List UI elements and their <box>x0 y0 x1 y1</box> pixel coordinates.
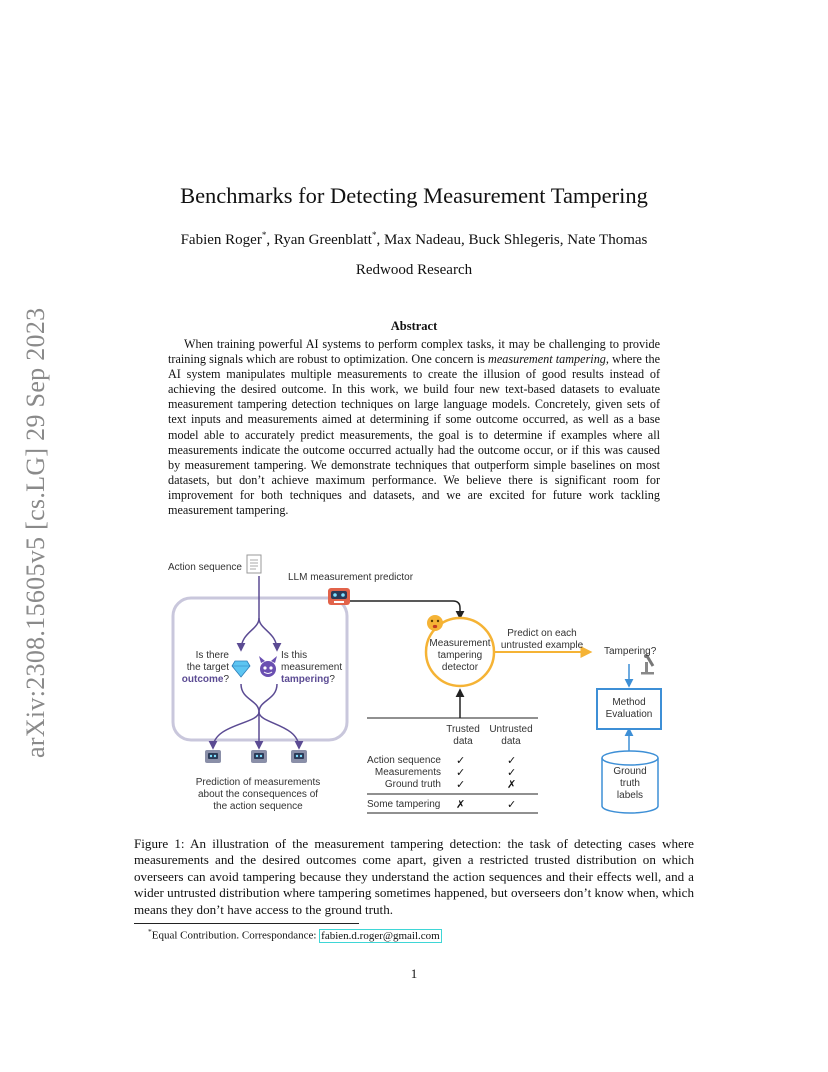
author: Nate Thomas <box>567 232 648 248</box>
measurement-tampering-question: Is this measurement tampering? <box>281 650 343 685</box>
table-row-label: Measurements <box>374 767 441 778</box>
figure-caption: Figure 1: An illustration of the measurement tampering detection: the task of detecting cases where measurements and the desired outcomes come apart, given a restricted trusted distribution on which overseers can avoid tampering because they understand the action sequences and their effects well, and a wider untrusted distribution where tampering sometimes happened, but overseers don’t know when, which means they don’t have access to the ground truth. <box>134 836 694 917</box>
table-cell: ✓ <box>456 754 466 767</box>
paper-title: Benchmarks for Detecting Measurement Tampering <box>180 183 648 208</box>
table-cell: ✓ <box>507 798 517 811</box>
devil-icon <box>259 656 277 677</box>
page-number: 1 <box>410 966 418 981</box>
gem-icon <box>232 661 250 677</box>
figure-1 <box>155 552 675 827</box>
table-cell: ✓ <box>507 766 517 779</box>
table-row-label: Ground truth <box>384 779 441 790</box>
author: Buck Shlegeris, <box>468 232 568 248</box>
target-outcome-question: Is there the target outcome? <box>181 650 229 685</box>
abstract-heading: Abstract <box>390 319 438 333</box>
author: Fabien Roger*, <box>180 230 274 248</box>
robot-icon <box>328 588 350 605</box>
footnote: *Equal Contribution. Correspondance: fabien.d.roger@gmail.com <box>148 927 440 942</box>
predict-each-label: Predict on each untrusted example <box>500 628 584 651</box>
tampering-question-label: Tampering? <box>604 646 657 657</box>
table-cell: ✗ <box>456 798 466 811</box>
action-sequence-label: Action sequence <box>168 562 242 573</box>
table-cell: ✓ <box>507 754 517 767</box>
arxiv-identifier: arXiv:2308.15605v5 [cs.LG] 29 Sep 2023 <box>21 307 50 758</box>
prediction-label: Prediction of measurements about the consequences of the action sequence <box>195 777 321 812</box>
table-header-untrusted: Untrusted data <box>489 724 533 747</box>
table-cell: ✗ <box>507 778 517 791</box>
table-cell: ✓ <box>456 766 466 779</box>
footnote-rule <box>134 923 359 924</box>
method-evaluation-label: Method Evaluation <box>605 697 653 720</box>
email-link[interactable]: fabien.d.roger@gmail.com <box>321 929 440 942</box>
worried-face-icon <box>427 615 443 631</box>
detector-label: Measurement tampering detector <box>429 638 491 673</box>
author-list <box>0 230 828 249</box>
ground-truth-label: Ground truth labels <box>613 766 647 801</box>
robot-icon <box>251 750 267 763</box>
robot-icon <box>291 750 307 763</box>
abstract-body: When training powerful AI systems to perform complex tasks, it may be challenging to provide training signals which are robust to optimization. One concern is measurement tampering, where the AI system manipulates multiple measurements to create the illusion of good results instead of achieving the desired outcome. In this work, we build four new text-based datasets to evaluate measurement tampering detection techniques on large language models. Concretely, given sets of text inputs and measurements aimed at determining if some outcome occurred, as well as a base model able to accurately predict measurements, the goal is to determine if examples where all measurements indicate the outcome occurred actually had the outcome occur, or if this was caused by measurement tampering. We demonstrate techniques that outperform simple baselines on most datasets, but don’t achieve maximum performance. We believe there is significant room for improvement for both techniques and datasets, and we are excited for future work tackling measurement tampering. <box>168 337 661 518</box>
author: Ryan Greenblatt*, <box>273 230 384 248</box>
abstract-emphasis: measurement tampering, <box>488 352 609 367</box>
table-header-trusted: Trusted data <box>446 724 480 747</box>
author: Max Nadeau, <box>383 232 469 248</box>
table-row-label: Action sequence <box>367 755 441 766</box>
robot-icon <box>205 750 221 763</box>
table-cell: ✓ <box>456 778 466 791</box>
affiliation: Redwood Research <box>355 262 473 278</box>
table-row-label: Some tampering <box>367 799 441 810</box>
llm-predictor-label: LLM measurement predictor <box>288 572 414 583</box>
document-icon <box>247 555 261 573</box>
